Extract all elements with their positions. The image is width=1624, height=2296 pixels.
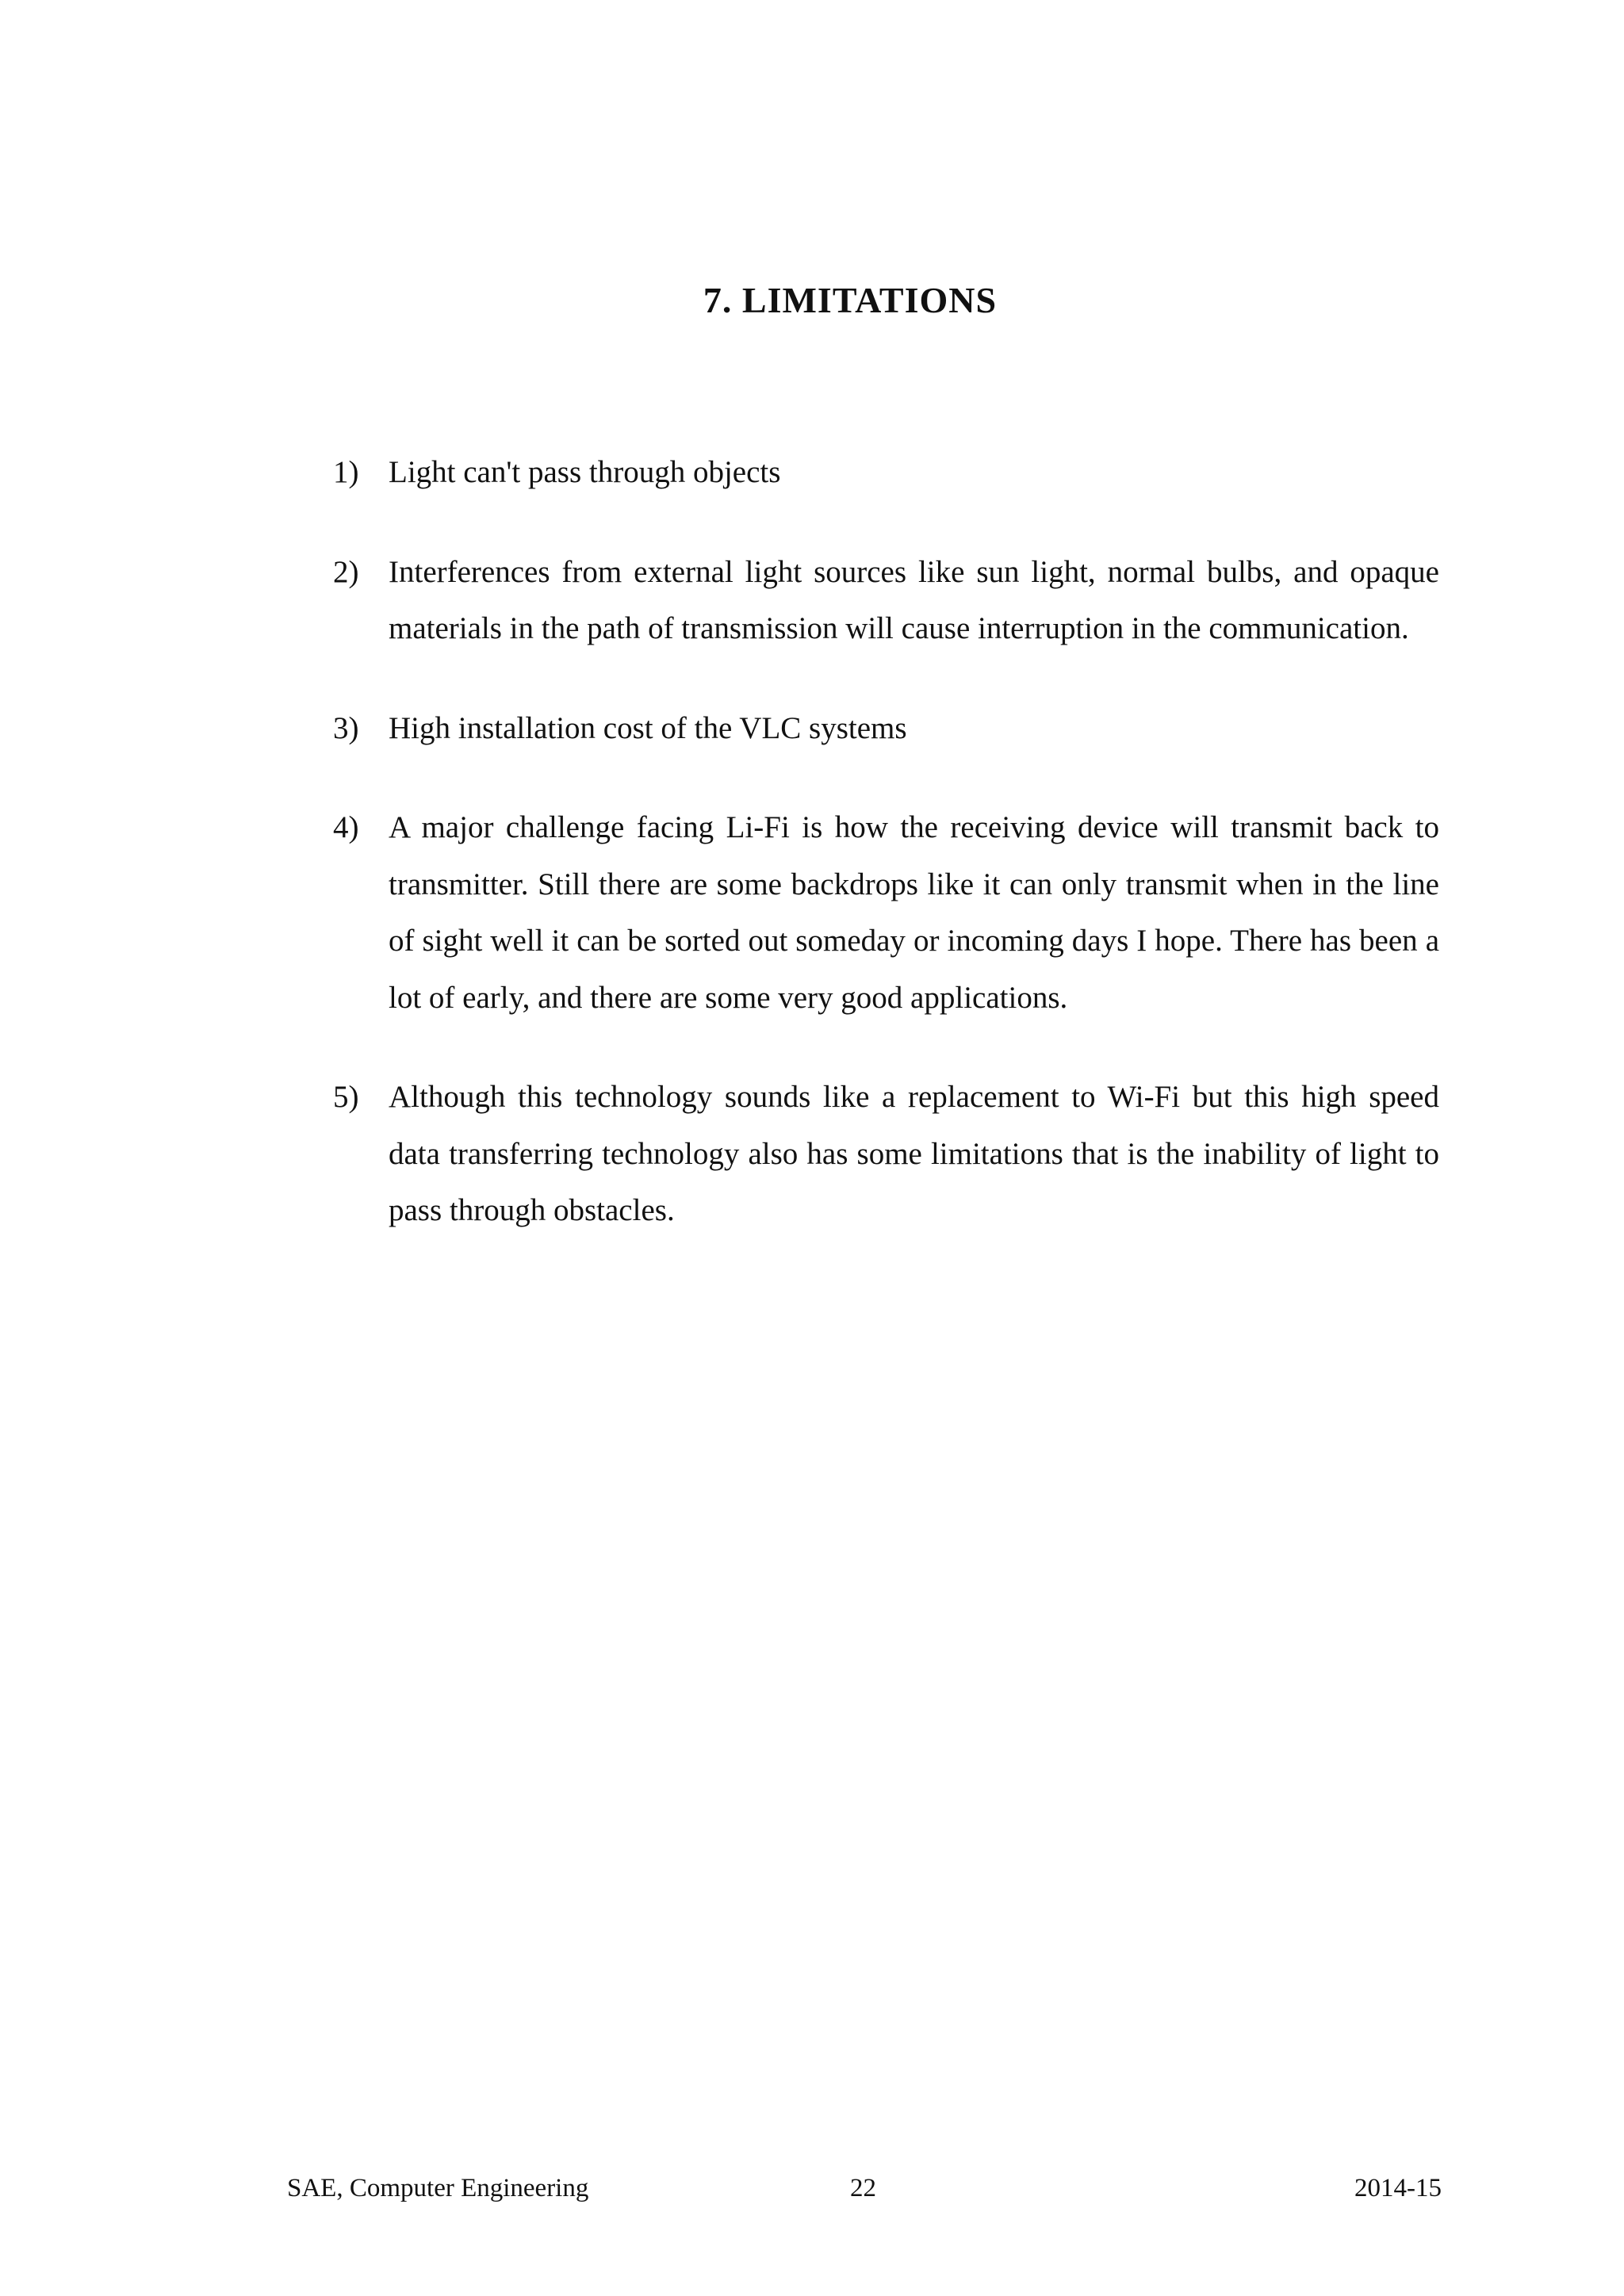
list-item-number: 2): [333, 554, 359, 589]
list-item: [333, 700, 1439, 757]
footer-page-number: 22: [850, 2174, 876, 2202]
footer-year: 2014-15: [1354, 2174, 1442, 2202]
list-item-text: Light can't pass through objects: [389, 455, 781, 489]
list-item: [333, 1069, 1439, 1239]
list-item: [333, 799, 1439, 1026]
list-item-text: Interferences from external light sources like sun light, normal bulbs, and opaque materials in the path of transmission will cause interruption in the communication.: [389, 554, 1439, 645]
list-item: [333, 544, 1439, 657]
list-item-text: High installation cost of the VLC systems: [389, 710, 907, 745]
list-item-number: 4): [333, 810, 359, 844]
list-item: [333, 444, 1439, 501]
list-item-number: 5): [333, 1080, 359, 1114]
limitations-list: [333, 444, 1439, 1282]
list-item-text: A major challenge facing Li-Fi is how the receiving device will transmit back to transmitter. Still there are some backdrops like it can only transmit when in the line of sight well it can be sorted out someday or incoming days I hope. There has been a lot of early, and there are some very good applications.: [389, 810, 1439, 1015]
footer-department: SAE, Computer Engineering: [287, 2174, 589, 2202]
list-item-number: 3): [333, 710, 359, 745]
section-heading: 7. LIMITATIONS: [703, 280, 998, 320]
page-footer: [287, 2174, 1442, 2212]
list-item-number: 1): [333, 455, 359, 489]
list-item-text: Although this technology sounds like a replacement to Wi-Fi but this high speed data transferring technology also has some limitations that is the inability of light to pass through obstacles.: [389, 1080, 1439, 1227]
